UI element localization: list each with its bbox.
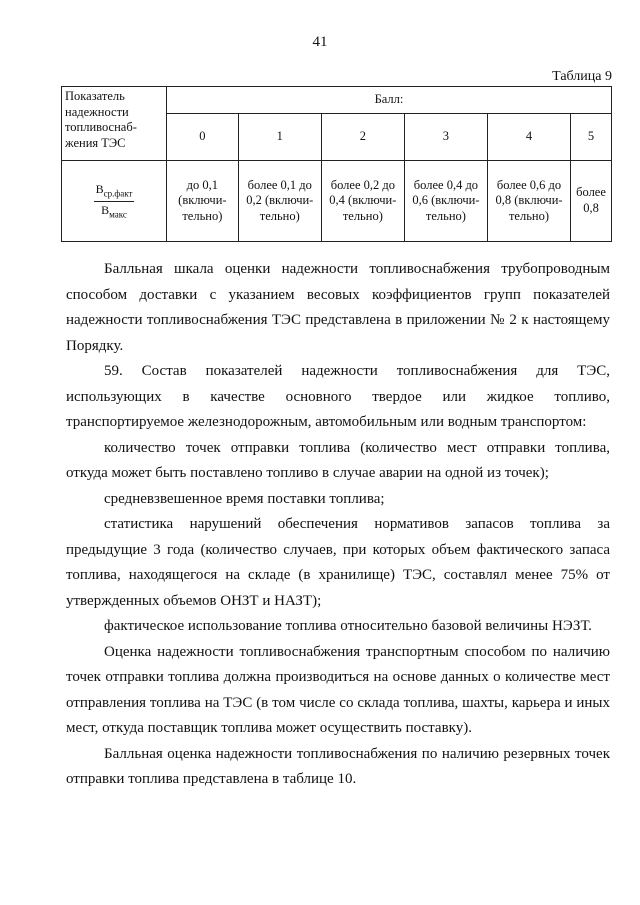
paragraph: статистика нарушений обеспечения нормативов запасов топлива за предыдущие 3 года (количество случаев, при которых объем фактического запаса топлива, находящегося на складе (в хранилище) ТЭС, составлял менее 75% от утвержденных объемов ОНЗТ и НАЗТ); (66, 516, 610, 609)
fraction (94, 182, 135, 220)
score-cell: 4 (487, 114, 570, 161)
paragraph: средневзвешенное время поставки топлива; (104, 490, 385, 507)
score-cell: 1 (238, 114, 321, 161)
score-cell: 2 (321, 114, 404, 161)
value-cell: более 0,6 до 0,8 (включи-тельно) (487, 161, 570, 242)
score-table (61, 86, 612, 242)
paragraph: Оценка надежности топливоснабжения транспортным способом по наличию точек отправки топлива должна производиться на основе данных о количестве мест отправления топлива на ТЭС (в том числе со склада топлива, шахты, карьера и иных мест, откуда поставщик топлива может осуществить поставку). (66, 643, 610, 736)
paragraph: Балльная шкала оценки надежности топливоснабжения трубопроводным способом доставки с указанием весовых коэффициентов групп показателей надежности топливоснабжения ТЭС представлена в приложении № 2 к настоящему Порядку. (66, 261, 610, 354)
value-cell: более 0,1 до 0,2 (включи-тельно) (238, 161, 321, 242)
value-cell: более 0,4 до 0,6 (включи-тельно) (404, 161, 487, 242)
score-cell: 0 (167, 114, 239, 161)
value-cell: до 0,1 (включи-тельно) (167, 161, 239, 242)
page-number: 41 (312, 34, 328, 50)
paragraph: 59. Состав показателей надежности топливоснабжения для ТЭС, использующих в качестве основного твердое или жидкое топливо, транспортируемое железнодорожным, автомобильным или водным транспортом: (66, 363, 610, 430)
fraction-denominator: $В_{макс}$ (101, 202, 127, 219)
score-cell: 5 (571, 114, 612, 161)
value-cell: более 0,8 (571, 161, 612, 242)
value-cell: более 0,2 до 0,4 (включи-тельно) (321, 161, 404, 242)
score-header: Балл: (167, 87, 612, 114)
paragraph: количество точек отправки топлива (количество мест отправки топлива, откуда может быть поставлено топливо в случае аварии на одной из точек); (66, 439, 610, 481)
indicator-header: Показатель надежности топливоснаб-жения ТЭС (62, 87, 167, 161)
indicator-formula (62, 161, 167, 242)
score-cell: 3 (404, 114, 487, 161)
table-label: Таблица 9 (552, 69, 612, 84)
fraction-numerator: $В_{ср.факт}$ (94, 182, 135, 202)
body-text (66, 257, 610, 793)
paragraph: фактическое использование топлива относительно базовой величины НЭЗТ. (104, 618, 592, 634)
paragraph: Балльная оценка надежности топливоснабжения по наличию резервных точек отправки топлива представлена в таблице 10. (66, 745, 610, 787)
